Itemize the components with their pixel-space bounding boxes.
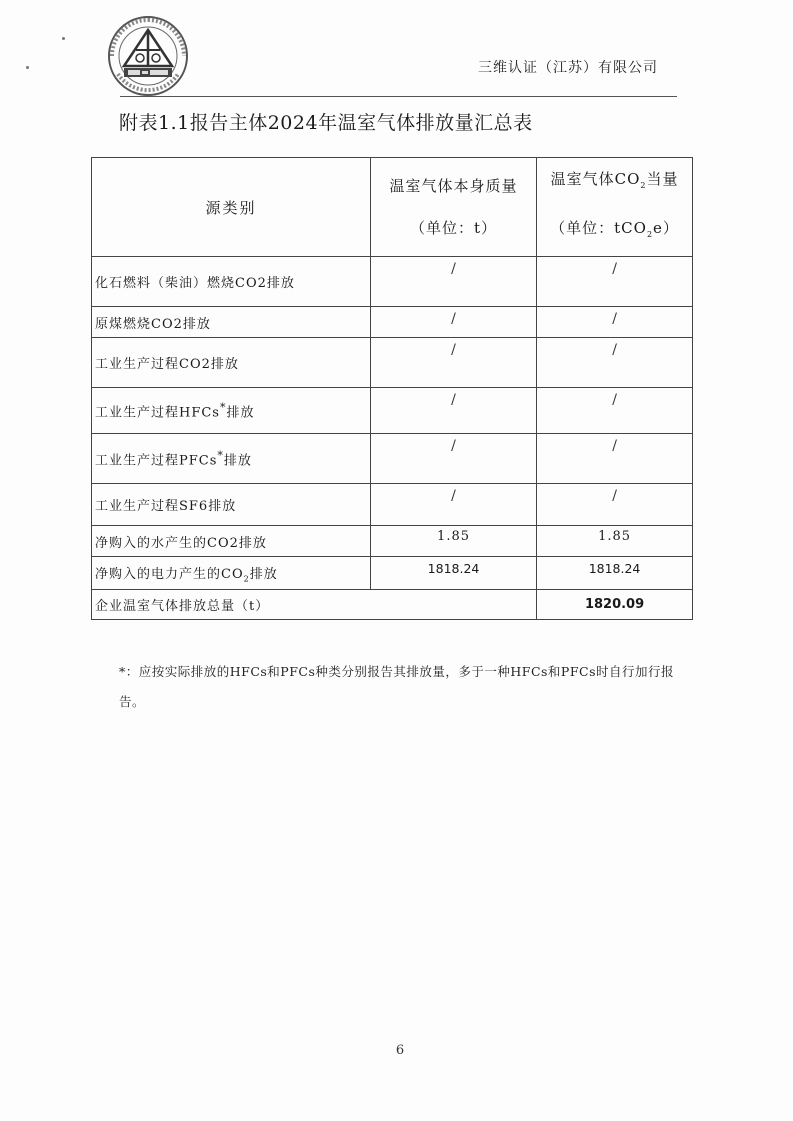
- row-co2e-value: 1.85: [537, 526, 693, 557]
- page-title: 附表1.1报告主体2024年温室气体排放量汇总表: [119, 112, 533, 134]
- header-co2e-unit-suffix: e）: [653, 219, 679, 237]
- emissions-summary-table: [91, 157, 693, 620]
- row-co2e-value: /: [537, 338, 693, 388]
- scan-speck: [62, 37, 65, 40]
- row-mass-value: 1.85: [370, 526, 536, 557]
- row-mass-value: /: [370, 388, 536, 434]
- header-gas-mass: [370, 158, 536, 257]
- header-source-category: 源类别: [92, 158, 371, 257]
- row-label: 原煤燃烧CO2排放: [92, 307, 371, 338]
- row-label-asterisk: *: [217, 448, 224, 462]
- row-label-suffix: 排放: [249, 566, 278, 582]
- header-co2e-unit: [541, 207, 688, 256]
- row-co2e-value: /: [537, 307, 693, 338]
- row-label-text: 净购入的电力产生的CO: [95, 566, 244, 582]
- header-divider: [120, 96, 677, 97]
- table-row: [92, 338, 693, 388]
- page-number: 6: [395, 1043, 405, 1058]
- table-row: [92, 484, 693, 526]
- row-co2e-value: /: [537, 388, 693, 434]
- header-gas-mass-unit: （单位：t）: [410, 219, 498, 237]
- table-row: [92, 388, 693, 434]
- total-label: 企业温室气体排放总量（t）: [92, 590, 537, 620]
- header-gas-mass-title: 温室气体本身质量: [389, 177, 518, 195]
- header-co2e-unit-text: （单位：tCO: [550, 219, 647, 237]
- row-label-suffix: 排放: [223, 453, 252, 469]
- row-co2e-value: /: [537, 434, 693, 484]
- row-label: 净购入的水产生的CO2排放: [92, 526, 371, 557]
- row-label-text: 工业生产过程PFCs: [95, 453, 218, 469]
- table-row: [92, 526, 693, 557]
- header-co2e-title-sub: 2: [640, 181, 647, 190]
- row-label: 工业生产过程SF6排放: [92, 484, 371, 526]
- row-label-suffix: 排放: [226, 405, 255, 421]
- table-row: [92, 307, 693, 338]
- scan-speck: [26, 66, 29, 69]
- table-row: [92, 557, 693, 590]
- header-co2e-title-suffix: 当量: [646, 170, 679, 188]
- row-co2e-value: 1818.24: [537, 557, 693, 590]
- header-co2e-title: [541, 158, 688, 207]
- row-label: 工业生产过程CO2排放: [92, 338, 371, 388]
- row-mass-value: 1818.24: [370, 557, 536, 590]
- header-co2e-title-text: 温室气体CO: [550, 170, 641, 188]
- row-mass-value: /: [370, 257, 536, 307]
- row-mass-value: /: [370, 434, 536, 484]
- total-value: 1820.09: [537, 590, 693, 620]
- row-mass-value: /: [370, 338, 536, 388]
- row-label: 化石燃料（柴油）燃烧CO2排放: [92, 257, 371, 307]
- table-header-row: [92, 158, 693, 257]
- row-label: [92, 557, 371, 590]
- row-label-text: 工业生产过程HFCs: [95, 405, 220, 421]
- row-co2e-value: /: [537, 484, 693, 526]
- row-label-sub: 2: [243, 574, 250, 584]
- row-mass-value: /: [370, 307, 536, 338]
- table-footnote: *：应按实际排放的HFCs和PFCs种类分别报告其排放量，多于一种HFCs和PFCs时自行加行报告。: [119, 664, 674, 709]
- header-co2-equivalent: [537, 158, 693, 257]
- row-label-asterisk: *: [219, 400, 227, 414]
- row-label: [92, 434, 371, 484]
- row-co2e-value: /: [537, 257, 693, 307]
- company-logo-icon: [106, 14, 190, 98]
- table-row: [92, 434, 693, 484]
- row-mass-value: /: [370, 484, 536, 526]
- header-co2e-unit-sub: 2: [646, 230, 654, 239]
- table-total-row: [92, 590, 693, 620]
- table-row: [92, 257, 693, 307]
- company-name: 三维认证（江苏）有限公司: [478, 60, 658, 76]
- row-label: [92, 388, 371, 434]
